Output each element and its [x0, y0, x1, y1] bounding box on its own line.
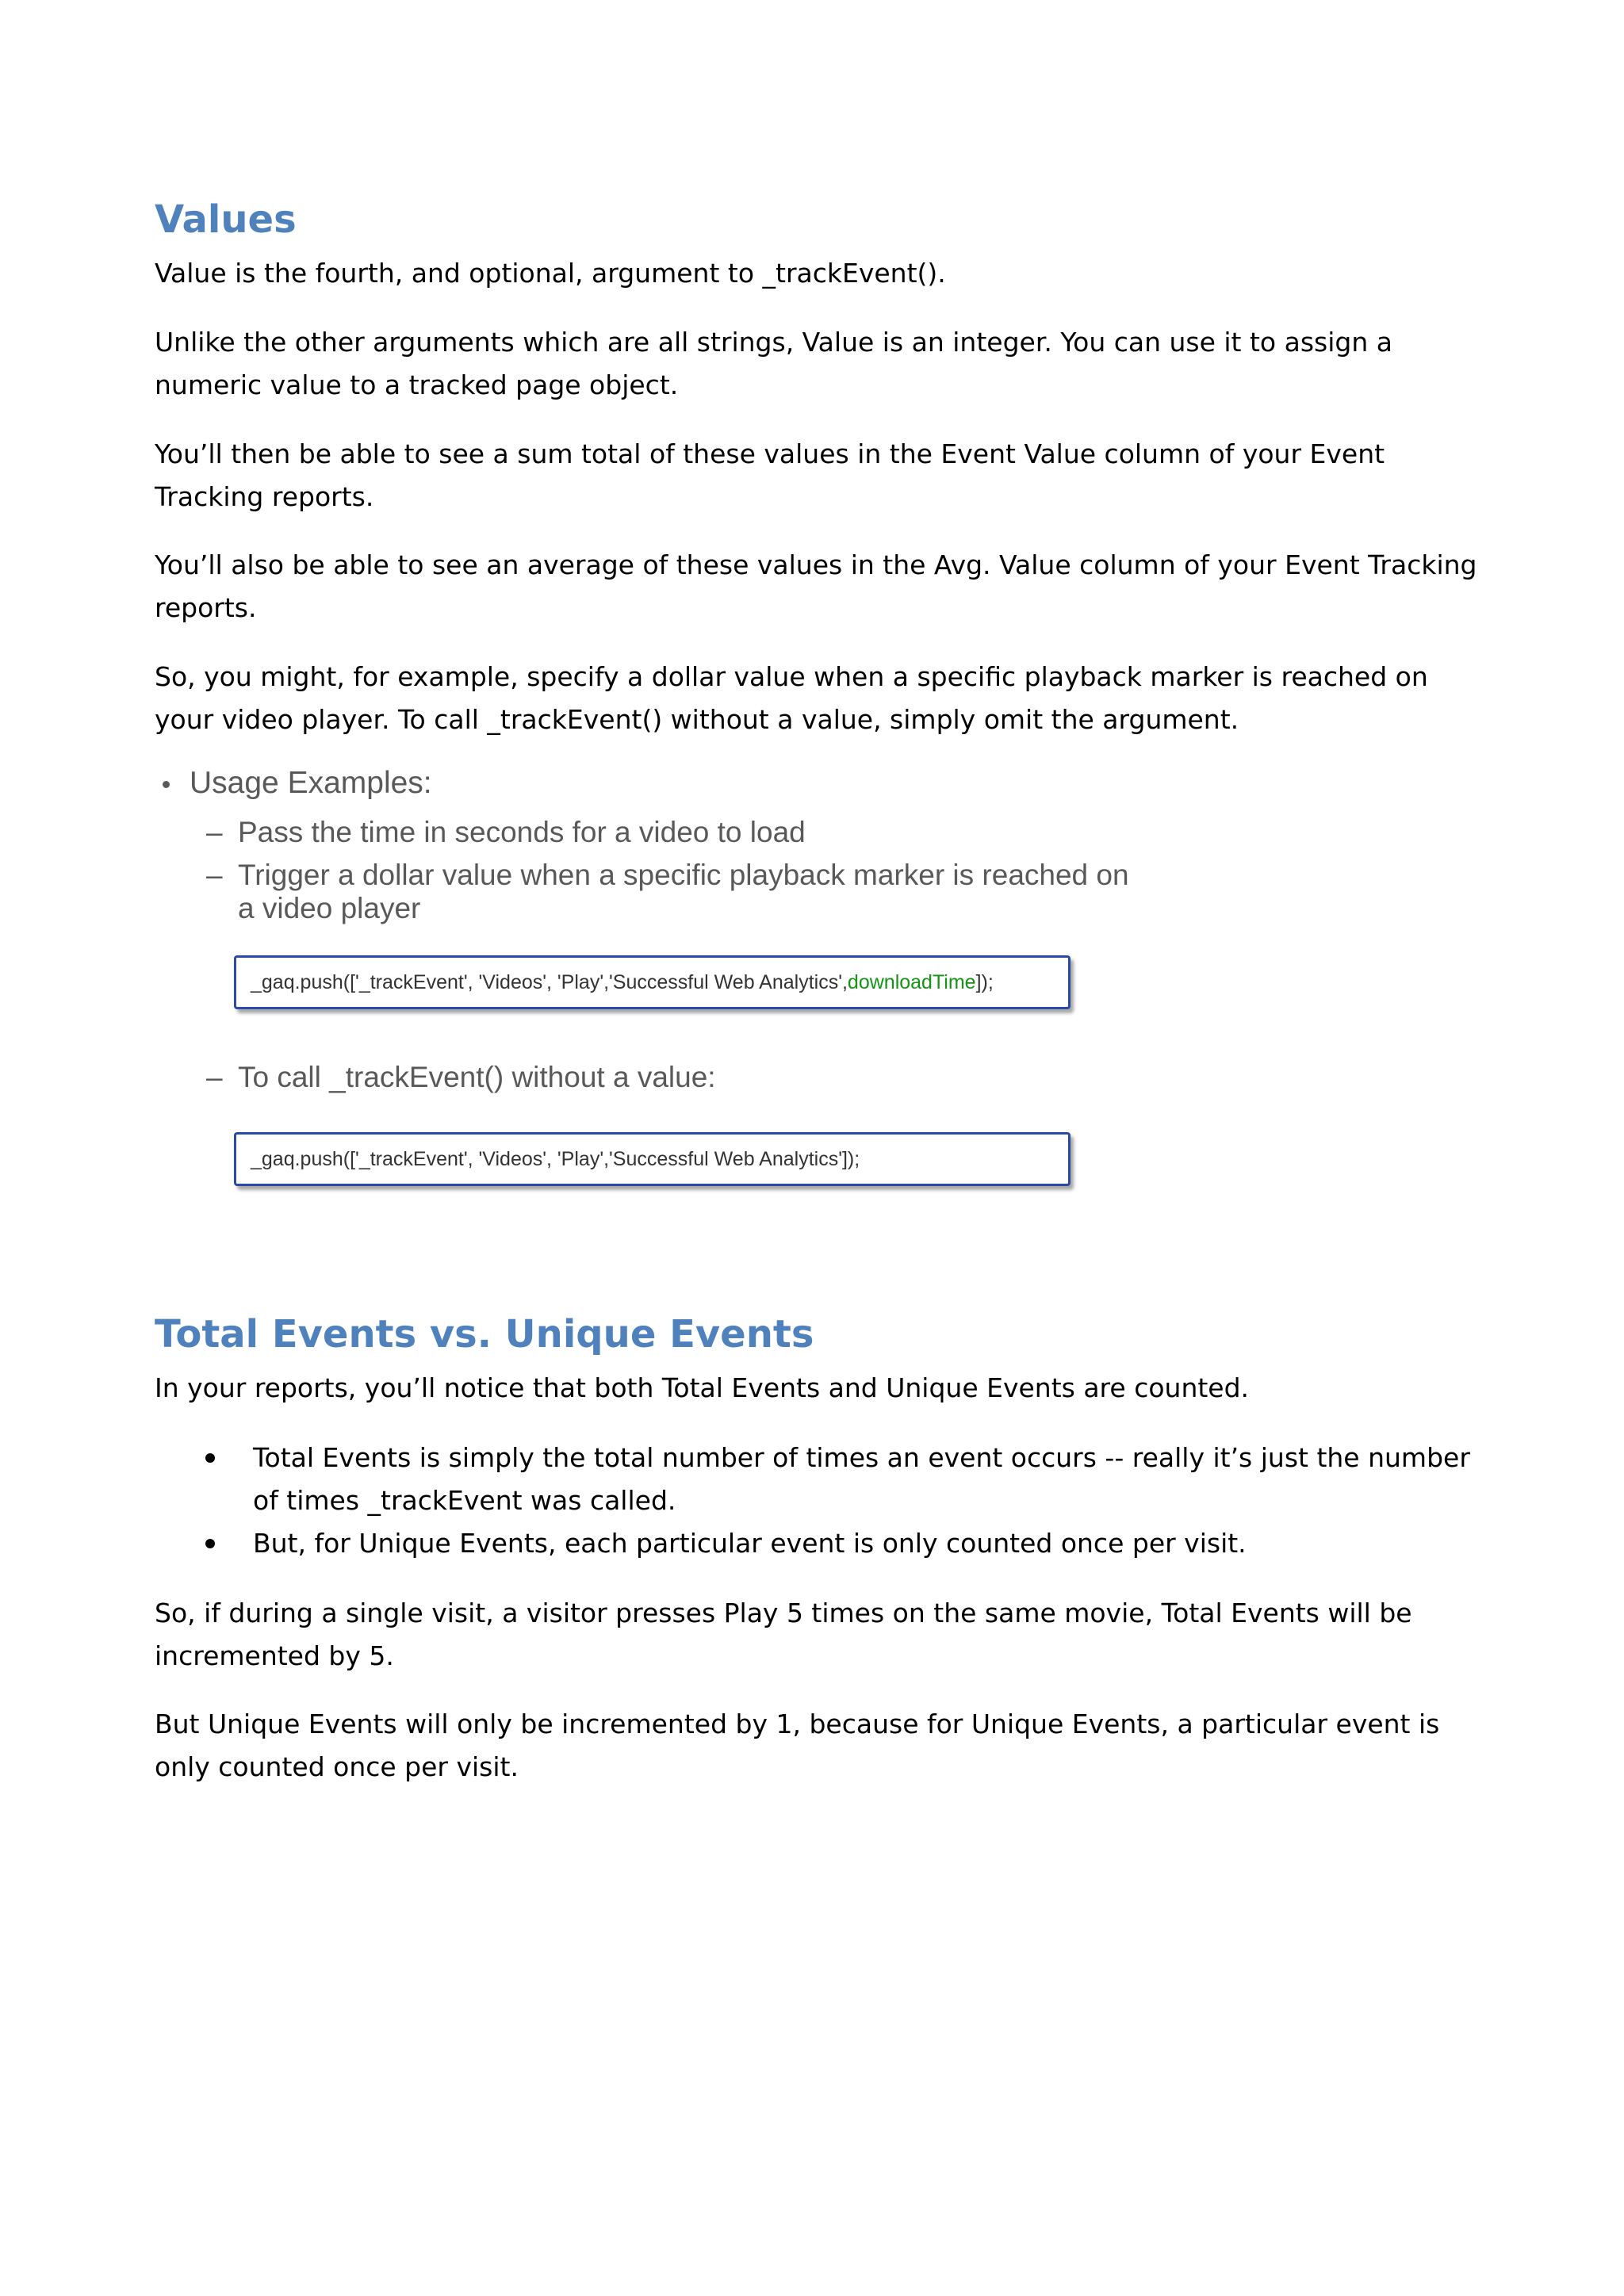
code-suffix: ]); — [975, 971, 994, 993]
slide-bullet-title: Usage Examples: — [190, 766, 432, 800]
values-paragraph-5: So, you might, for example, specify a dollar value when a specific playback marker is reached on your video player. To call _trackEvent() without a value, simply omit the argument. — [155, 661, 1428, 735]
values-paragraph-3: You’ll then be able to see a sum total of these values in the Event Value column of your Event Tracking reports. — [155, 438, 1385, 512]
slide-bullet-usage-examples — [163, 765, 432, 802]
slide-sub-item-text: Trigger a dollar value when a specific playback marker is reached on a video player — [238, 859, 1129, 924]
code-prefix: _gaq.push(['_trackEvent', 'Videos', 'Play','Successful Web Analytics', — [251, 971, 848, 993]
events-heading: Total Events vs. Unique Events — [155, 1312, 814, 1357]
list-item-text: But, for Unique Events, each particular event is only counted once per visit. — [253, 1528, 1247, 1559]
slide-sub-item-3 — [206, 1061, 1158, 1094]
dash-icon: – — [206, 816, 223, 848]
bullet-dot-icon — [205, 1453, 215, 1463]
values-paragraph-2: Unlike the other arguments which are all strings, Value is an integer. You can use it to assign a numeric value to a tracked page object. — [155, 327, 1392, 400]
dash-icon: – — [206, 859, 223, 891]
values-paragraph-1: Value is the fourth, and optional, argument to _trackEvent(). — [155, 258, 946, 289]
events-paragraph-1: So, if during a single visit, a visitor presses Play 5 times on the same movie, Total Events will be incremented by 5. — [155, 1598, 1412, 1671]
slide-sub-item-2 — [206, 859, 1158, 925]
slide-sub-item-text: To call _trackEvent() without a value: — [238, 1061, 716, 1093]
list-item-text: Total Events is simply the total number of times an event occurs -- really it’s just the number of times _trackEvent was called. — [253, 1442, 1470, 1516]
events-intro: In your reports, you’ll notice that both Total Events and Unique Events are counted. — [155, 1372, 1250, 1403]
slide-sub-item-1 — [206, 816, 1158, 849]
dash-icon: – — [206, 1061, 223, 1093]
list-item — [155, 1437, 1487, 1522]
bullet-dot-icon — [205, 1539, 215, 1548]
events-paragraph-2: But Unique Events will only be incremented by 1, because for Unique Events, a particular event is only counted once per visit. — [155, 1709, 1440, 1782]
events-bullet-list — [155, 1437, 1487, 1565]
list-item — [155, 1522, 1487, 1565]
values-paragraph-4: You’ll also be able to see an average of these values in the Avg. Value column of your Event Tracking reports. — [155, 549, 1477, 623]
usage-examples-slide — [155, 765, 1146, 1209]
code-snippet-without-value: _gaq.push(['_trackEvent', 'Videos', 'Play','Successful Web Analytics']); — [234, 1132, 1071, 1186]
code-highlight-download-time: downloadTime — [847, 971, 976, 993]
slide-sub-item-text: Pass the time in seconds for a video to load — [238, 816, 806, 848]
bullet-dot-icon — [163, 781, 170, 788]
code-snippet-with-value — [234, 955, 1071, 1009]
values-heading: Values — [155, 197, 297, 242]
